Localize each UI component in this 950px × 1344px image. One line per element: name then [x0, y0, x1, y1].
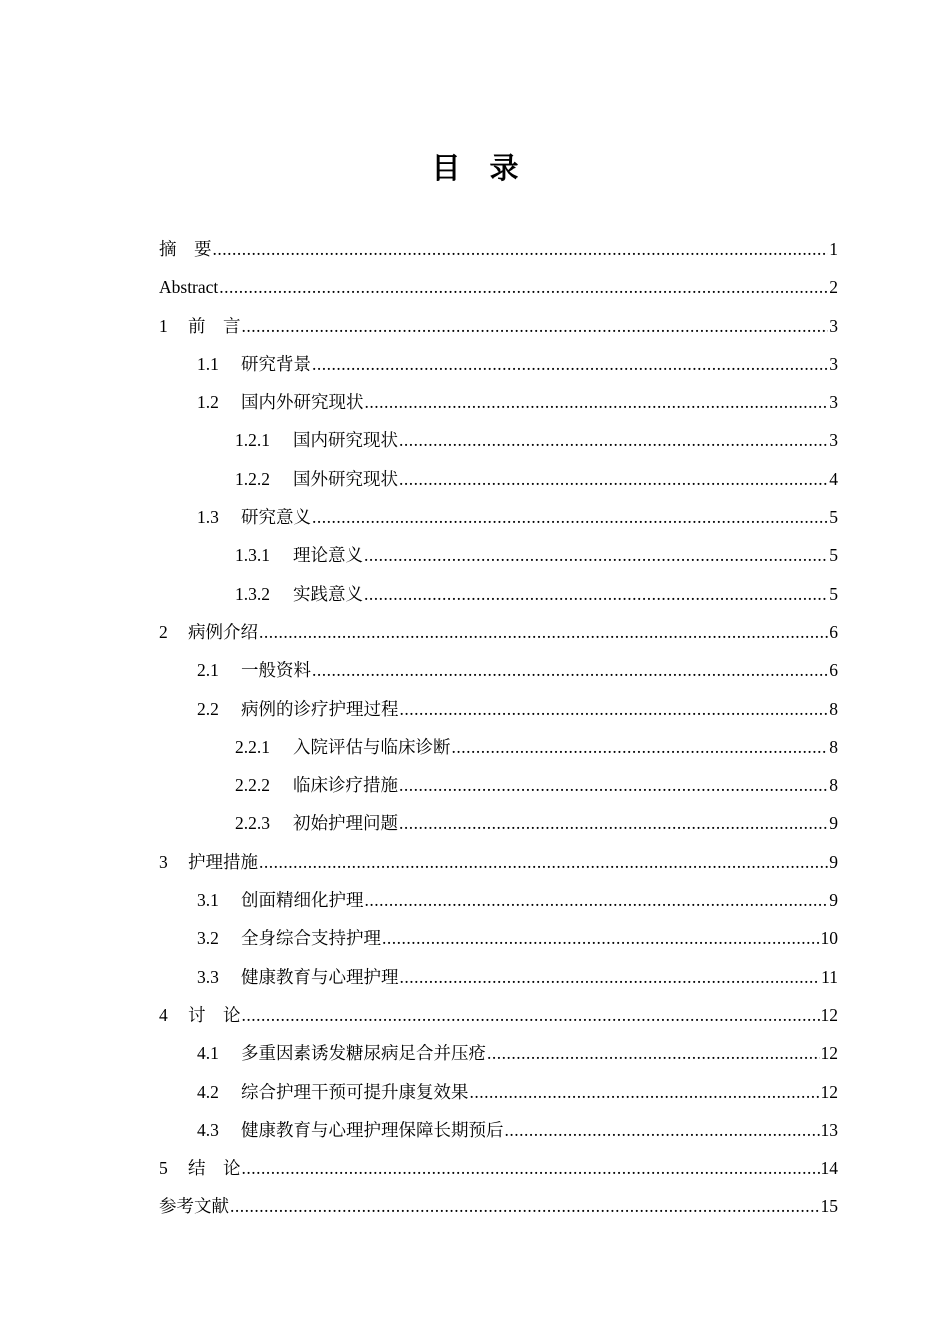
toc-entry-title: 实践意义 — [293, 583, 363, 604]
toc-entry-page-number: 9 — [829, 890, 838, 911]
toc-entry-title: 参考文献 — [159, 1196, 229, 1217]
toc-dot-leader — [219, 268, 828, 306]
toc-entry-page-number: 13 — [820, 1119, 838, 1140]
toc-dot-leader — [364, 536, 828, 574]
toc-entry-title: 病例的诊疗护理过程 — [241, 698, 399, 719]
toc-dot-leader — [452, 728, 829, 766]
toc-entry-number: 1.1 — [197, 353, 219, 374]
toc-entry-page-number: 5 — [829, 545, 838, 566]
toc-dot-leader — [312, 345, 828, 383]
toc-entry-title: 创面精细化护理 — [241, 890, 364, 911]
toc-entry-page-number: 8 — [829, 775, 838, 796]
toc-entry[interactable] — [159, 307, 838, 345]
toc-dot-leader — [365, 881, 829, 919]
table-of-contents — [159, 230, 838, 1226]
toc-entry[interactable] — [159, 881, 838, 919]
toc-entry[interactable] — [159, 958, 838, 996]
toc-entry-title: Abstract — [159, 277, 219, 298]
toc-entry-title: 国内研究现状 — [293, 430, 398, 451]
toc-entry-page-number: 5 — [829, 583, 838, 604]
toc-entry-number: 2.2 — [197, 698, 219, 719]
toc-entry-page-number: 12 — [820, 1004, 838, 1025]
toc-entry-number: 5 — [159, 1158, 168, 1179]
toc-dot-leader — [312, 651, 828, 689]
toc-entry-title: 前 言 — [188, 315, 241, 336]
toc-entry-page-number: 1 — [829, 239, 838, 259]
toc-entry[interactable] — [159, 843, 838, 881]
toc-dot-leader — [399, 766, 828, 804]
toc-entry-title: 国内外研究现状 — [241, 392, 364, 413]
toc-entry-number: 1.3 — [197, 507, 219, 528]
toc-entry-title: 国外研究现状 — [293, 468, 398, 489]
toc-entry-page-number: 9 — [829, 851, 838, 872]
toc-entry-title: 健康教育与心理护理保障长期预后 — [241, 1119, 504, 1140]
toc-entry-page-number: 8 — [829, 698, 838, 719]
toc-dot-leader — [400, 958, 821, 996]
toc-entry[interactable] — [159, 613, 838, 651]
toc-dot-leader — [365, 383, 829, 421]
toc-entry-number: 1.3.1 — [235, 545, 270, 566]
toc-entry-title: 临床诊疗措施 — [293, 775, 398, 796]
toc-dot-leader — [399, 421, 828, 459]
page-title: 目 录 — [431, 151, 519, 185]
toc-entry[interactable] — [159, 766, 838, 804]
toc-entry-title: 综合护理干预可提升康复效果 — [241, 1081, 469, 1102]
toc-entry-number: 2.2.1 — [235, 736, 270, 757]
toc-entry-page-number: 10 — [820, 928, 838, 949]
toc-dot-leader — [399, 804, 828, 842]
toc-entry-number: 4.2 — [197, 1081, 219, 1102]
toc-entry[interactable] — [159, 536, 838, 574]
toc-entry-number: 1.2.2 — [235, 468, 270, 489]
toc-entry[interactable] — [159, 230, 838, 268]
toc-dot-leader — [213, 230, 829, 268]
toc-entry-title: 研究意义 — [241, 507, 311, 528]
toc-entry-number: 1.2.1 — [235, 430, 270, 451]
toc-entry-title: 一般资料 — [241, 660, 311, 681]
toc-entry-page-number: 9 — [829, 813, 838, 834]
toc-entry[interactable] — [159, 728, 838, 766]
toc-entry-title: 理论意义 — [293, 545, 363, 566]
toc-dot-leader — [470, 1073, 820, 1111]
toc-dot-leader — [312, 498, 828, 536]
toc-dot-leader — [242, 1149, 820, 1187]
toc-entry[interactable] — [159, 498, 838, 536]
toc-entry-page-number: 8 — [829, 736, 838, 757]
toc-entry-title: 护理措施 — [188, 851, 258, 872]
toc-entry[interactable] — [159, 804, 838, 842]
toc-entry-number: 4.3 — [197, 1119, 219, 1140]
toc-entry-title: 多重因素诱发糖尿病足合并压疮 — [241, 1043, 486, 1064]
toc-entry-number: 3.2 — [197, 928, 219, 949]
toc-entry[interactable] — [159, 345, 838, 383]
toc-dot-leader — [259, 843, 828, 881]
toc-entry[interactable] — [159, 575, 838, 613]
toc-entry-page-number: 6 — [829, 660, 838, 681]
toc-entry-title: 病例介绍 — [188, 621, 258, 642]
toc-dot-leader — [230, 1187, 820, 1225]
toc-entry-number: 2.2.2 — [235, 775, 270, 796]
toc-entry-number: 1.3.2 — [235, 583, 270, 604]
toc-dot-leader — [505, 1111, 820, 1149]
toc-entry-page-number: 3 — [829, 315, 838, 336]
toc-entry-page-number: 3 — [829, 430, 838, 451]
toc-entry[interactable] — [159, 919, 838, 957]
toc-entry-number: 1.2 — [197, 392, 219, 413]
toc-entry-title: 讨 论 — [188, 1004, 241, 1025]
toc-dot-leader — [364, 575, 828, 613]
toc-entry-number: 2.2.3 — [235, 813, 270, 834]
toc-entry-page-number: 11 — [821, 966, 838, 987]
toc-entry[interactable] — [159, 1073, 838, 1111]
toc-entry[interactable] — [159, 383, 838, 421]
toc-entry-title: 全身综合支持护理 — [241, 928, 381, 949]
toc-entry-number: 4 — [159, 1004, 168, 1025]
toc-entry-page-number: 2 — [829, 277, 838, 298]
toc-entry-page-number: 3 — [829, 353, 838, 374]
toc-entry-number: 1 — [159, 315, 168, 336]
toc-entry-page-number: 5 — [829, 507, 838, 528]
toc-entry[interactable] — [159, 1111, 838, 1149]
toc-entry-page-number: 3 — [829, 392, 838, 413]
toc-entry-page-number: 12 — [820, 1043, 838, 1064]
toc-entry-page-number: 15 — [820, 1196, 838, 1217]
toc-entry-title: 入院评估与临床诊断 — [293, 736, 451, 757]
toc-entry[interactable] — [159, 1034, 838, 1072]
toc-entry-number: 4.1 — [197, 1043, 219, 1064]
toc-entry-number: 2.1 — [197, 660, 219, 681]
toc-entry-number: 3 — [159, 851, 168, 872]
toc-entry-number: 2 — [159, 621, 168, 642]
toc-dot-leader — [400, 690, 829, 728]
toc-dot-leader — [259, 613, 828, 651]
toc-entry-title: 初始护理问题 — [293, 813, 398, 834]
toc-entry-title: 摘 要 — [159, 239, 212, 259]
toc-dot-leader — [399, 460, 828, 498]
toc-entry-number: 3.1 — [197, 890, 219, 911]
toc-dot-leader — [382, 919, 820, 957]
toc-entry-page-number: 4 — [829, 468, 838, 489]
toc-entry[interactable] — [159, 268, 838, 306]
toc-entry-page-number: 14 — [820, 1158, 838, 1179]
toc-entry[interactable] — [159, 690, 838, 728]
toc-dot-leader — [242, 307, 829, 345]
toc-entry-page-number: 12 — [820, 1081, 838, 1102]
toc-dot-leader — [242, 996, 820, 1034]
toc-entry-page-number: 6 — [829, 621, 838, 642]
toc-entry[interactable] — [159, 460, 838, 498]
toc-entry-title: 健康教育与心理护理 — [241, 966, 399, 987]
toc-dot-leader — [487, 1034, 820, 1072]
toc-entry-title: 结 论 — [188, 1158, 241, 1179]
toc-entry[interactable] — [159, 421, 838, 459]
toc-entry-number: 3.3 — [197, 966, 219, 987]
toc-entry-title: 研究背景 — [241, 353, 311, 374]
toc-entry[interactable] — [159, 651, 838, 689]
toc-entry[interactable] — [159, 1187, 838, 1225]
toc-entry[interactable] — [159, 1149, 838, 1187]
toc-entry[interactable] — [159, 996, 838, 1034]
